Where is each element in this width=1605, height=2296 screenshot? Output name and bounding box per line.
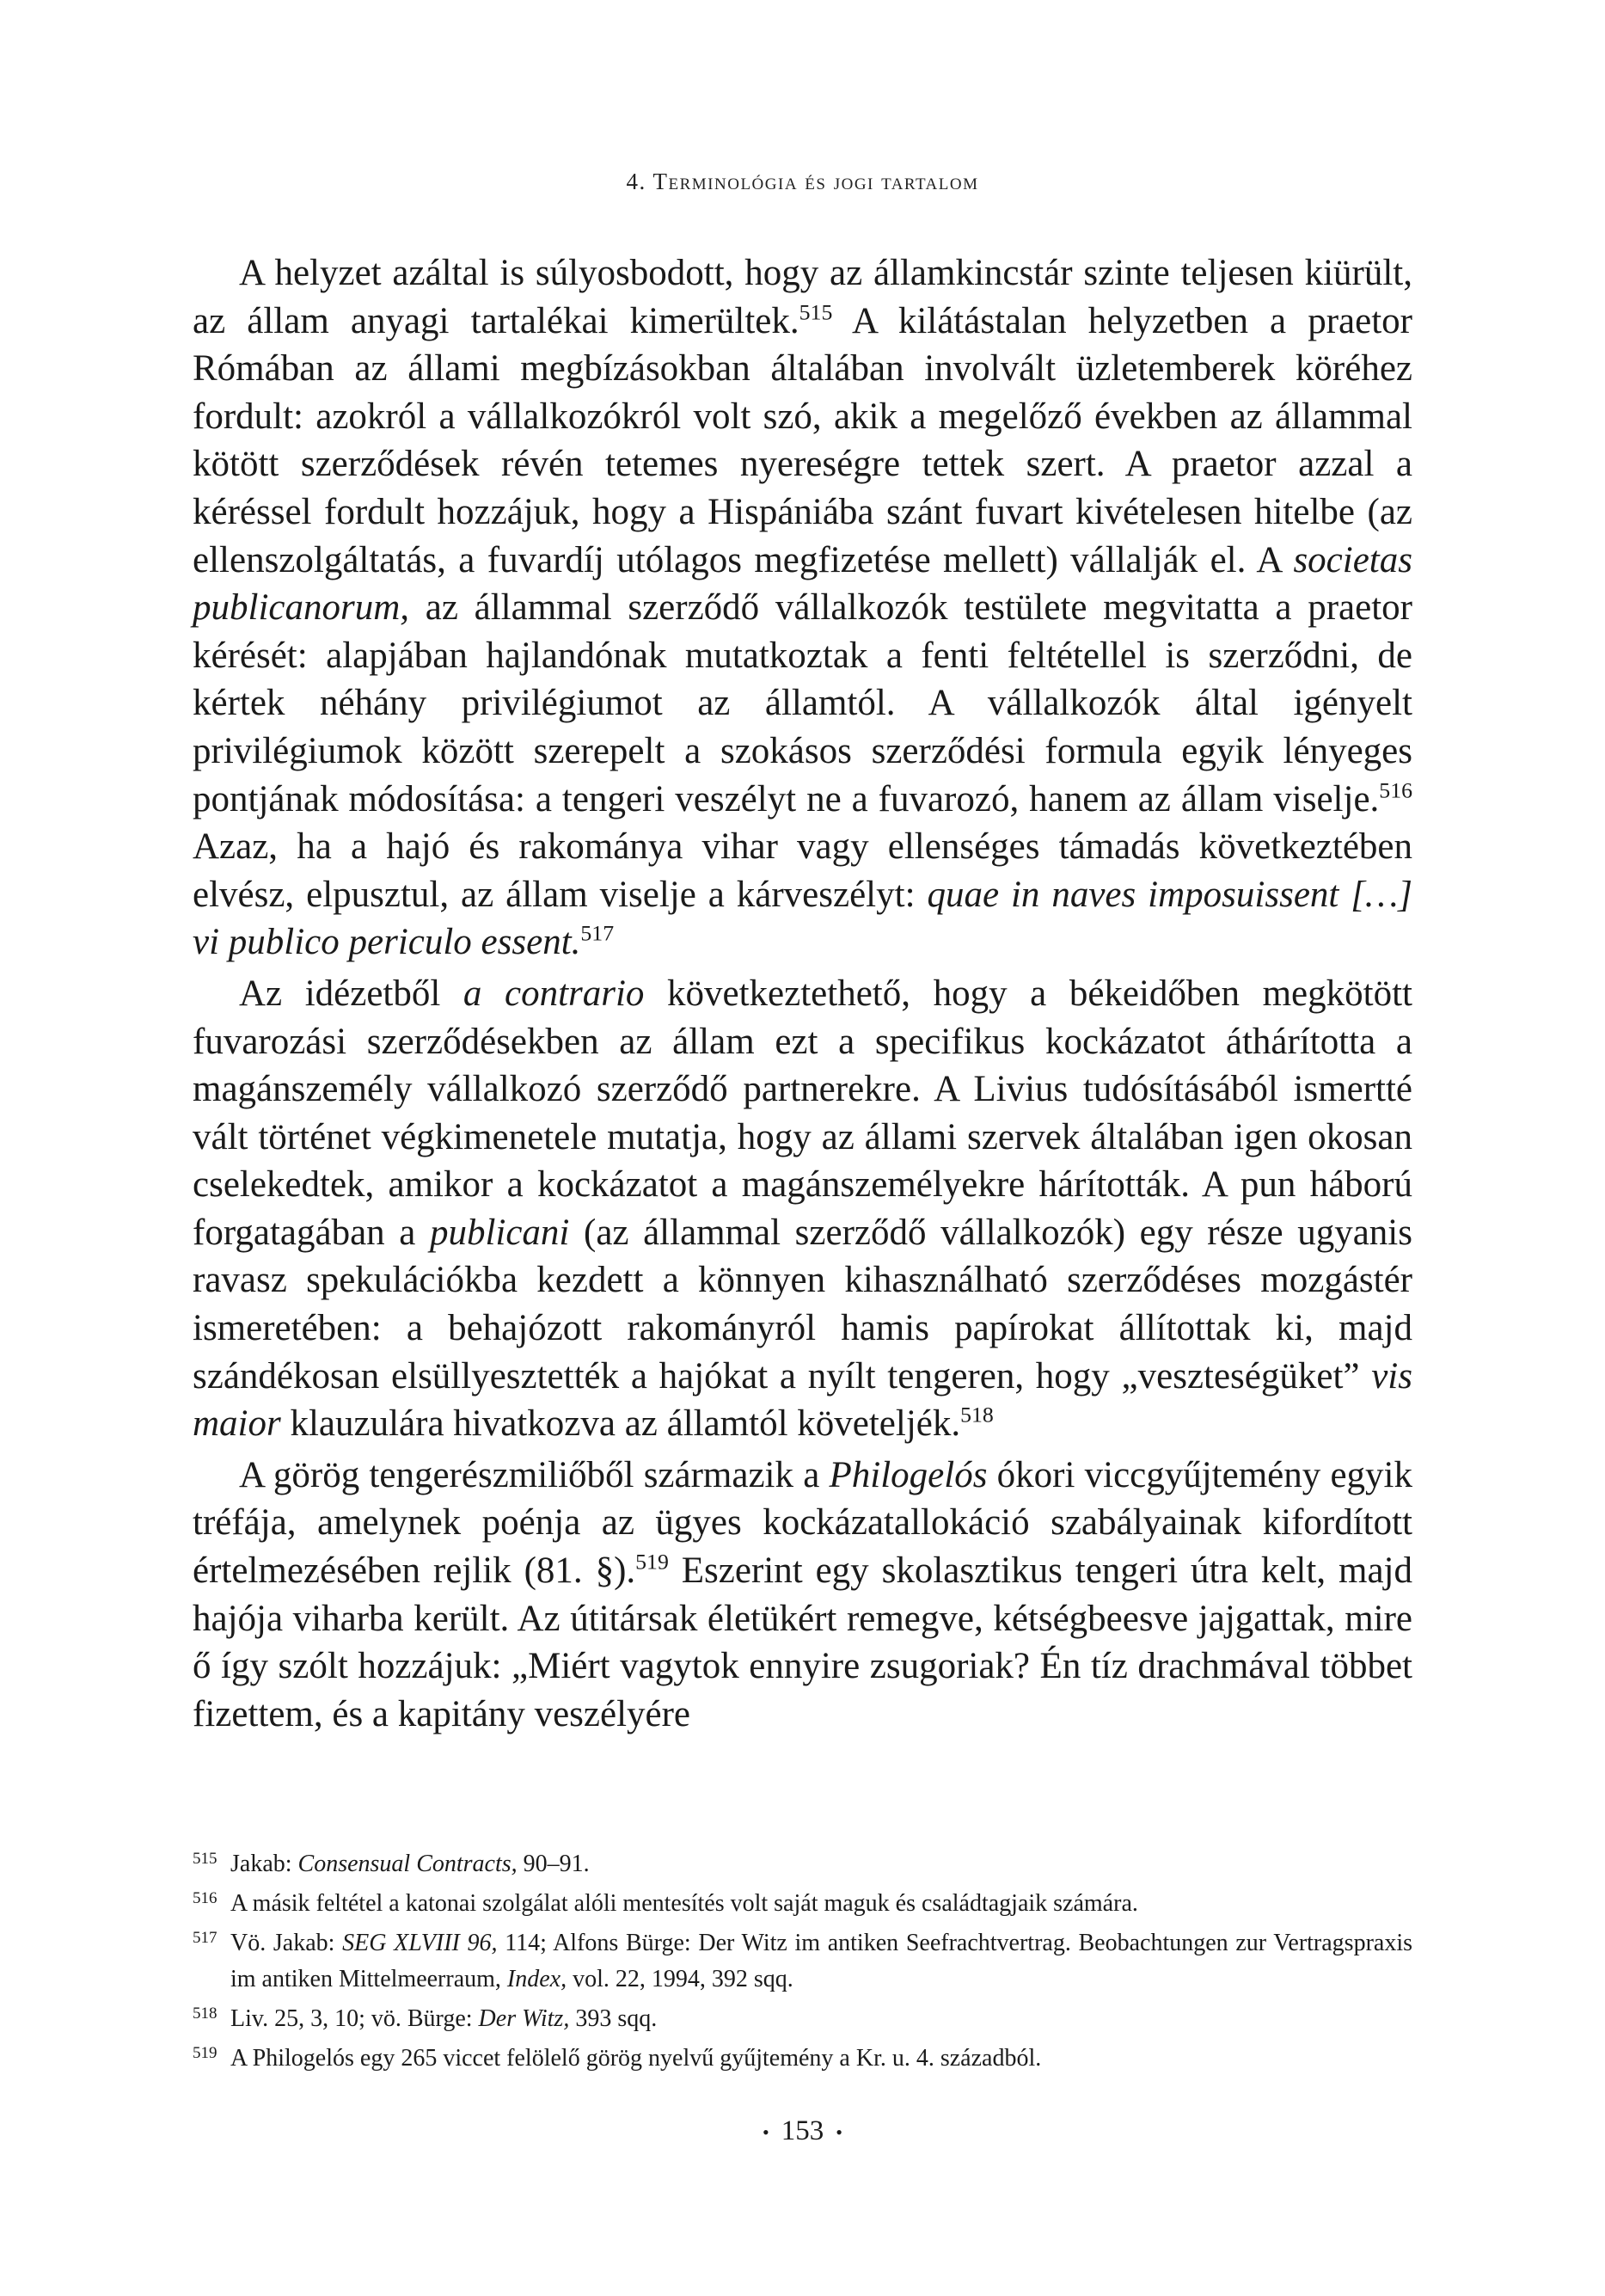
text-run: vol. 22, 1994, 392 sqq. (567, 1966, 793, 1992)
text-run: klauzulára hivatkozva az államtól követeljék. (280, 1403, 961, 1445)
footnote-reference[interactable]: 515 (799, 299, 833, 325)
footnote-number: 515 (193, 1850, 217, 1868)
italic-text: a contrario (463, 973, 645, 1014)
italic-text: quae in naves imposuissent […] vi publico periculo essent. (193, 874, 1412, 963)
footnote (193, 2041, 1412, 2077)
footnotes (193, 1846, 1412, 2080)
footnote-text (230, 1930, 1412, 1992)
text-run: A kilátástalan helyzetben a praetor Rómában az állami megbízásokban általában involvált üzletemberek köréhez fordult: azokról a vállalkozókról volt szó, akik a megelőző években az állammal kötött szerződések révén tetemes nyereségre tettek szert. A praetor azzal a kéréssel fordult hozzájuk, hogy a Hispániába szánt fuvart kivételesen hitelbe (az ellenszolgáltatás, a fuvardíj utólagos megfizetése mellett) vállalják el. A (193, 300, 1412, 580)
footnote-reference[interactable]: 518 (960, 1402, 994, 1427)
page-number (0, 2115, 1605, 2147)
footnote (193, 1925, 1412, 1998)
text-run: A helyzet azáltal is súlyosbodott, hogy az államkincstár szinte teljesen kiürült, az állam anyagi tartalékai kimerültek. (193, 253, 1412, 341)
footnote (193, 1886, 1412, 1922)
page-number-value: 153 (781, 2115, 824, 2146)
text-run: következtethető, hogy a békeidőben megkötött fuvarozási szerződésekben az állam ezt a specifikus kockázatot áthárította a magánszemély vállalkozó szerződő partnerekre. A Livius tudósításából ismertté vált történet végkimenetele mutatja, hogy az állami szervek általában igen okosan cselekedtek, amikor a kockázatot a magánszemélyekre hárították. A pun háború forgatagában a (193, 973, 1412, 1253)
footnote-text (230, 2005, 657, 2032)
text-run: ókori viccgyűjtemény egyik tréfája, amelynek poénja az ügyes kockázatallokáció szabályainak kifordított értelmezésében rejlik (81. §). (193, 1454, 1412, 1592)
paragraph (193, 249, 1412, 967)
footnote (193, 2001, 1412, 2037)
text-run: A görög tengerészmiliőből származik a (239, 1454, 830, 1495)
text-run: az állammal szerződő vállalkozók testülete megvitatta a praetor kérését: alapjában hajlandónak mutatkoztak a fenti feltétellel is szerződni, de kértek néhány privilégiumot az államtól. A vállalkozók által igényelt privilégiumok között szerepelt a szokásos szerződési formula egyik lényeges pontjának módosítása: a tengeri veszélyt ne a fuvarozó, hanem az állam viselje. (193, 587, 1412, 820)
footnote-text (230, 1851, 590, 1877)
ornament-right: • (836, 2121, 842, 2144)
footnote-number: 518 (193, 2004, 217, 2023)
paragraph (193, 970, 1412, 1448)
italic-text: Index, (506, 1966, 567, 1992)
footnote-text (230, 1890, 1138, 1917)
text-run: Eszerint egy skolasztikus tengeri útra kelt, majd hajója viharba került. Az útitársak életükért remegve, kétségbeesve jajgattak, mire ő így szólt hozzájuk: „Miért vagytok ennyire zsugoriak? Én tíz drachmával többet fizettem, és a kapitány veszélyére (193, 1550, 1412, 1734)
italic-text: Philogelós (829, 1454, 988, 1495)
footnote (193, 1846, 1412, 1882)
italic-text: societas publicanorum, (193, 539, 1412, 629)
text-run: Jakab: (230, 1851, 298, 1877)
italic-text: publicani (429, 1212, 570, 1253)
footnote-reference[interactable]: 519 (635, 1549, 669, 1575)
text-run: Vö. Jakab: (230, 1930, 343, 1956)
running-head: 4. Terminológia és jogi tartalom (626, 169, 979, 194)
text-run: Liv. 25, 3, 10; vö. Bürge: (230, 2005, 479, 2032)
footnote-reference[interactable]: 517 (580, 920, 615, 946)
text-run: Az idézetből (239, 973, 463, 1014)
footnote-number: 516 (193, 1889, 217, 1907)
italic-text: Der Witz, (478, 2005, 570, 2032)
footnote-number: 517 (193, 1929, 217, 1947)
text-run: 393 sqq. (569, 2005, 658, 2032)
footnote-number: 519 (193, 2044, 217, 2062)
text-run: A Philogelós egy 265 viccet felölelő görög nyelvű gyűjtemény a Kr. u. 4. századból. (230, 2045, 1042, 2072)
body-text (193, 249, 1412, 1741)
italic-text: SEG XLVIII 96, (342, 1930, 498, 1956)
ornament-left: • (763, 2121, 769, 2144)
text-run: Azaz, ha a hajó és rakománya vihar vagy ellenséges támadás következtében elvész, elpusztul, az állam viselje a kárveszélyt: (193, 826, 1412, 915)
italic-text: vis maior (193, 1355, 1412, 1445)
text-run: A másik feltétel a katonai szolgálat alóli mentesítés volt saját maguk és családtagjaik számára. (230, 1890, 1138, 1917)
footnote-text (230, 2045, 1041, 2072)
text-run: (az állammal szerződő vállalkozók) egy része ugyanis ravasz spekulációkba kezdett a könnyen kihasználható szerződéses mozgástér ismeretében: a behajózott rakományról hamis papírokat állítottak ki, majd szándékosan elsüllyesztették a hajókat a nyílt tengeren, hogy „veszteségüket” (193, 1212, 1412, 1397)
text-run: 90–91. (517, 1851, 590, 1877)
paragraph (193, 1452, 1412, 1739)
text-run: 114; Alfons Bürge: Der Witz im antiken Seefrachtvertrag. Beobachtungen zur Vertragspraxis im antiken Mittelmeerraum, (230, 1930, 1412, 1992)
footnote-reference[interactable]: 516 (1379, 777, 1412, 803)
italic-text: Consensual Contracts, (297, 1851, 518, 1877)
